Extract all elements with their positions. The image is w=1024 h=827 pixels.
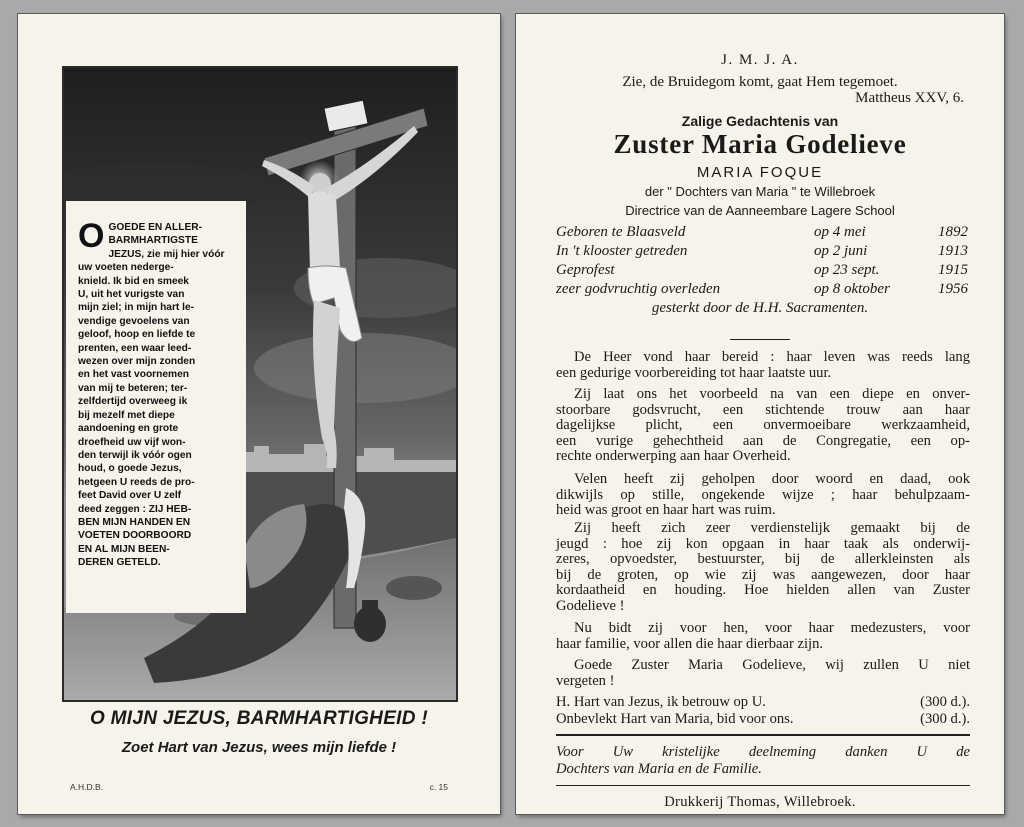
paragraph-line: een vurige gehechtheid aan de Congregatie, een op- bbox=[556, 432, 970, 449]
printer-mark: A.H.D.B. bbox=[70, 782, 104, 792]
life-event-year: 1915 bbox=[938, 262, 968, 278]
prayer-line: prenten, een waar leed- bbox=[78, 342, 192, 354]
prayer-line: zelfdertijd overweeg ik bbox=[78, 396, 188, 408]
prayer-line: GOEDE EN ALLER- bbox=[108, 222, 203, 233]
prayer-line: den terwijl ik vóór ogen bbox=[78, 449, 192, 461]
prayer-line: mijn ziel; in mijn hart le- bbox=[78, 302, 195, 314]
card-number: c. 15 bbox=[429, 782, 448, 792]
scripture-quote: Zie, de Bruidegom komt, gaat Hem tegemoet. bbox=[622, 74, 898, 90]
prayer-line: BEN MIJN HANDEN EN bbox=[78, 516, 191, 528]
prayer-line: aandoening en grote bbox=[78, 423, 179, 435]
paragraph-line: Zij laat ons het voorbeeld na van een diepe en onver- bbox=[574, 386, 970, 402]
life-event-year: 1956 bbox=[938, 281, 968, 297]
obituary-paragraph bbox=[556, 621, 970, 652]
indulgence-prayer: Onbevlekt Hart van Maria, bid voor ons. bbox=[556, 711, 794, 727]
prayer-line: droefheid uw vijf won- bbox=[78, 436, 186, 448]
thanks-line: Voor Uw kristelijke deelneming danken U de bbox=[556, 744, 970, 760]
obituary-paragraph bbox=[556, 350, 970, 381]
prayer-line: hetgeen U reeds de pro- bbox=[78, 476, 195, 488]
deceased-name: Zuster Maria Godelieve bbox=[613, 129, 907, 159]
obituary-paragraph bbox=[556, 658, 970, 689]
paragraph-line: De Heer vond haar bereid : haar leven was reeds lang bbox=[574, 349, 970, 365]
paragraph-line: haar familie, voor allen die haar dierbaar zijn. bbox=[556, 635, 824, 652]
civil-name: MARIA FOQUE bbox=[696, 164, 824, 181]
scripture-reference: Mattheus XXV, 6. bbox=[855, 90, 964, 106]
life-event-row bbox=[556, 262, 968, 281]
invocation-mercy: O MIJN JEZUS, BARMHARTIGHEID ! bbox=[89, 708, 428, 729]
prayer-card-front bbox=[18, 14, 500, 814]
life-event: zeer godvruchtig overleden bbox=[556, 281, 721, 297]
life-event-row bbox=[556, 224, 968, 243]
paragraph-line: dikwijls op stille, ongekende wijze ; haar behulpzaam- bbox=[556, 486, 970, 503]
prayer-drop-cap: O bbox=[78, 217, 105, 255]
paragraph-line: stoorbare godsvrucht, een stichtende trouw aan haar bbox=[556, 401, 970, 418]
paragraph-line: een gedurige voorbereiding tot haar laatste uur. bbox=[556, 364, 832, 381]
invocation-sacred-heart: Zoet Hart van Jezus, wees mijn liefde ! bbox=[121, 739, 397, 756]
prayer-line: VOETEN DOORBOORD bbox=[78, 530, 192, 542]
indulgence-days: (300 d.). bbox=[920, 694, 970, 710]
sacraments-line: gesterkt door de H.H. Sacramenten. bbox=[651, 300, 869, 316]
life-event-date: op 8 oktober bbox=[814, 281, 890, 297]
paragraph-line: Zij heeft zich zeer verdienstelijk gemaakt bij de bbox=[574, 520, 970, 536]
printer-credit: Drukkerij Thomas, Willebroek. bbox=[664, 794, 856, 810]
prayer-line: U, uit het vurigste van bbox=[78, 289, 185, 301]
paragraph-line: Goede Zuster Maria Godelieve, wij zullen U niet bbox=[574, 657, 970, 673]
paragraph-line: heid was groot en haar hart was ruim. bbox=[556, 502, 776, 518]
obituary-paragraph bbox=[556, 472, 970, 519]
divider bbox=[556, 734, 970, 736]
paragraph-line: Nu bidt zij voor hen, voor haar medezusters, voor bbox=[574, 620, 970, 636]
life-event: In 't klooster getreden bbox=[556, 243, 688, 259]
divider bbox=[556, 785, 970, 786]
paragraph-line: dagelijkse plicht, een onvermoeibare werkzaamheid, bbox=[556, 417, 970, 433]
indulgence-prayer: H. Hart van Jezus, ik betrouw op U. bbox=[556, 694, 766, 710]
prayer-line: bij mezelf met diepe bbox=[78, 409, 175, 421]
thanks-line: Dochters van Maria en de Familie. bbox=[556, 761, 762, 777]
life-event-year: 1913 bbox=[938, 243, 968, 259]
prayer-line: houd, o goede Jezus, bbox=[78, 463, 182, 475]
prayer-line: uw voeten nederge- bbox=[78, 262, 174, 274]
paragraph-line: vergeten ! bbox=[556, 672, 615, 689]
life-event-row bbox=[556, 281, 968, 300]
paragraph-line: rechte onderwerping aan haar Overheid. bbox=[556, 448, 791, 464]
thanks-text bbox=[556, 744, 970, 778]
prayer-line: knield. Ik bid en smeek bbox=[78, 275, 189, 287]
life-event-row bbox=[556, 243, 968, 262]
prayer-line: wezen over mijn zonden bbox=[78, 356, 196, 368]
paragraph-line: kordaatheid en houding. Hoe hielden allen van Zuster bbox=[556, 582, 970, 598]
prayer-line: EN AL MIJN BEEN- bbox=[78, 543, 170, 555]
religious-order: der " Dochters van Maria " te Willebroek bbox=[644, 184, 876, 199]
paragraph-line: zeres, opvoedster, bestuurster, bij de allerkleinsten als bbox=[556, 551, 970, 567]
prayer-line: en het vast voornemen bbox=[78, 369, 189, 381]
life-event-date: op 23 sept. bbox=[814, 262, 880, 278]
life-event: Geprofest bbox=[556, 262, 615, 278]
prayer-line: deed zeggen : ZIJ HEB- bbox=[78, 503, 192, 515]
prayer-line: BARMHARTIGSTE bbox=[108, 235, 198, 247]
life-event-year: 1892 bbox=[938, 224, 968, 240]
obituary-paragraph bbox=[556, 521, 970, 614]
indulgence-days: (300 d.). bbox=[920, 711, 970, 727]
role: Directrice van de Aanneembare Lagere School bbox=[625, 203, 895, 218]
paragraph-line: Godelieve ! bbox=[556, 597, 625, 614]
jmja-header: J. M. J. A. bbox=[721, 52, 799, 68]
paragraph-line: bij de groten, op wie zij was aangewezen, door haar bbox=[556, 566, 970, 583]
paragraph-line: jeugd : hoe zij kon opgaan in haar taak als onderwij- bbox=[556, 535, 970, 552]
prayer-line: vendige gevoelens van bbox=[78, 315, 190, 327]
obituary-paragraph bbox=[556, 387, 970, 465]
prayer-line: DEREN GETELD. bbox=[78, 557, 161, 569]
prayer-line: JEZUS, zie mij hier vóór bbox=[108, 248, 225, 260]
life-event-date: op 2 juni bbox=[814, 243, 868, 259]
prayer-text-box bbox=[66, 201, 246, 613]
memorial-heading: Zalige Gedachtenis van bbox=[681, 113, 839, 129]
paragraph-line: Velen heeft zij geholpen door woord en daad, ook bbox=[574, 471, 970, 487]
prayer-line: feet David over U zelf bbox=[78, 490, 182, 502]
life-event: Geboren te Blaasveld bbox=[556, 224, 686, 240]
divider bbox=[730, 339, 790, 340]
prayer-line: van mij te beteren; ter- bbox=[78, 382, 188, 394]
prayer-card-back bbox=[516, 14, 1004, 814]
prayer-line: geloof, hoop en liefde te bbox=[78, 329, 196, 341]
life-event-date: op 4 mei bbox=[814, 224, 866, 240]
